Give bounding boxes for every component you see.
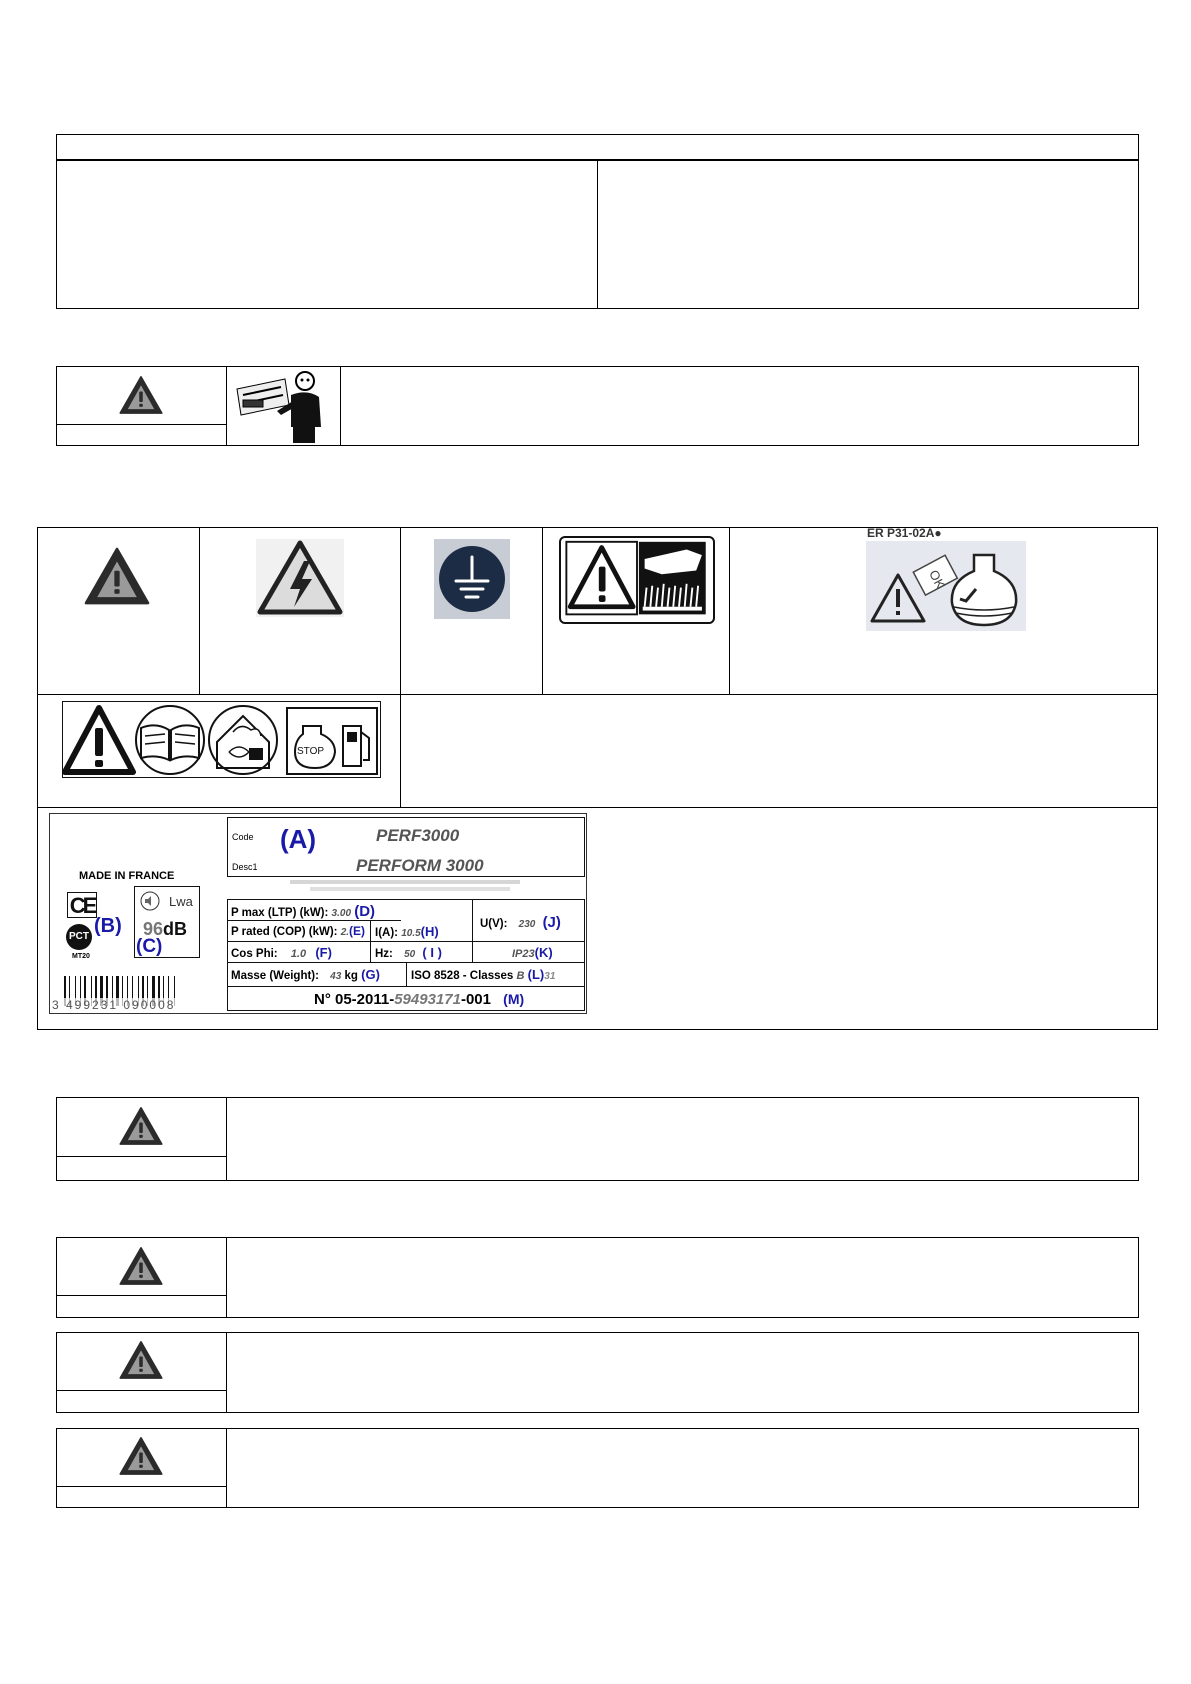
- warning-row: [56, 1332, 1139, 1413]
- oil-check-icon: [866, 541, 1026, 631]
- ia-value: 10.5: [401, 928, 421, 939]
- marker-g: (G): [361, 967, 380, 982]
- marker-h: (H): [420, 924, 439, 939]
- marker-a: (A): [280, 824, 317, 854]
- ia-label: I(A):: [375, 927, 398, 939]
- hot-surface-icon: [559, 536, 715, 624]
- masse-unit: kg: [344, 970, 358, 982]
- marker-d: (D): [354, 903, 376, 920]
- warning-label-rule: [57, 1156, 227, 1157]
- pct-mark: PCT: [66, 924, 92, 950]
- rating-plate: [49, 813, 587, 1014]
- prated-row: [231, 924, 365, 938]
- lwa-label: Lwa: [169, 894, 193, 909]
- masse-value: 43: [330, 971, 342, 982]
- masse-label: Masse (Weight):: [231, 970, 319, 982]
- spec-rule: [227, 941, 585, 942]
- masse-row: [231, 967, 380, 982]
- warning-icon-cell: [57, 1098, 227, 1180]
- hz-label: Hz:: [375, 948, 393, 960]
- ip-value: IP23: [512, 948, 535, 960]
- cosphi-value: 1.0: [290, 948, 307, 960]
- symbols-row-rule: [37, 807, 1158, 808]
- marker-b: (B): [94, 915, 122, 937]
- spec-col-rule: [370, 920, 371, 962]
- stop-label: STOP: [297, 746, 325, 757]
- pmax-row: [231, 903, 375, 920]
- uv-value: 230: [518, 919, 536, 930]
- speaker-icon: [140, 891, 160, 911]
- cosphi-label: Cos Phi:: [231, 948, 278, 960]
- spec-rule: [227, 920, 401, 921]
- barcode-number: 3 499231 090008: [52, 998, 176, 1012]
- safety-pictogram-strip: [62, 701, 381, 778]
- warning-label-rule: [57, 1486, 227, 1487]
- serial-suffix: -001: [460, 991, 491, 1008]
- code-label: Code: [232, 832, 254, 842]
- symbols-row-rule: [37, 694, 1158, 695]
- warning-icon: [119, 1340, 163, 1380]
- ip-row: [512, 945, 553, 960]
- iso-row: [411, 967, 555, 982]
- blurred-description-line: [310, 887, 510, 891]
- warning-icon-cell: [57, 1333, 227, 1412]
- symbols-divider: [729, 527, 730, 694]
- person-reading-label-icon: [227, 367, 341, 445]
- marker-i: ( I ): [422, 945, 442, 960]
- warning-icon: [119, 1246, 163, 1286]
- cosphi-row: [231, 945, 332, 960]
- hz-row: [375, 945, 442, 960]
- spec-col-rule: [406, 962, 407, 986]
- symbols-divider: [400, 527, 401, 807]
- warning-icon-cell: [57, 1429, 227, 1507]
- db-number: 96: [143, 919, 164, 939]
- marker-m: (M): [503, 991, 525, 1007]
- table-column-divider: [597, 160, 598, 309]
- spec-col-rule: [472, 899, 473, 962]
- made-in-label: MADE IN FRANCE: [79, 870, 175, 882]
- marker-l: (L): [527, 967, 545, 982]
- ia-row: [375, 924, 439, 939]
- warning-icon: [119, 1106, 163, 1146]
- uv-label: U(V):: [480, 918, 508, 930]
- warning-icon: [119, 375, 163, 415]
- serial-mid: 59493171: [394, 991, 461, 1008]
- warning-label-rule: [57, 1295, 227, 1296]
- marker-j: (J): [542, 914, 561, 931]
- warning-row-reading: [56, 366, 1139, 446]
- marker-e: (E): [349, 924, 366, 938]
- warning-icon-cell: [57, 367, 227, 445]
- warning-row: [56, 1428, 1139, 1508]
- warning-row: [56, 1237, 1139, 1318]
- warning-label-rule: [57, 424, 227, 425]
- iso-label: ISO 8528 - Classes: [411, 970, 514, 982]
- warning-row: [56, 1097, 1139, 1181]
- engine-tag-label: ER P31-02A●: [867, 526, 942, 540]
- mt20-label: MT20: [72, 953, 90, 960]
- spec-rule: [227, 986, 585, 987]
- oil-ok-label: OK: [926, 567, 949, 592]
- prated-value: 2.: [340, 927, 350, 938]
- serial-number-row: [314, 991, 524, 1008]
- blurred-description-line: [290, 880, 520, 884]
- electric-hazard-icon: [256, 539, 344, 617]
- warning-label-rule: [57, 1390, 227, 1391]
- marker-c: (C): [136, 936, 163, 957]
- warning-icon-cell: [57, 1238, 227, 1317]
- warning-icon: [119, 1436, 163, 1476]
- symbols-divider: [542, 527, 543, 694]
- symbols-divider: [199, 527, 200, 694]
- iso-suffix: 31: [544, 971, 556, 982]
- marker-k: (K): [534, 945, 553, 960]
- pmax-label: P max (LTP) (kW):: [231, 907, 329, 919]
- earth-ground-icon: [434, 539, 510, 619]
- desc-value: PERFORM 3000: [356, 856, 484, 875]
- db-unit: dB: [163, 919, 188, 939]
- iso-value: B: [516, 970, 525, 982]
- serial-prefix: N° 05-2011-: [314, 991, 395, 1008]
- marker-f: (F): [315, 945, 332, 960]
- general-warning-icon: [84, 547, 150, 605]
- prated-label: P rated (COP) (kW):: [231, 926, 338, 938]
- desc-label: Desc1: [232, 862, 258, 872]
- uv-row: [480, 914, 561, 931]
- ce-mark: CE: [67, 892, 97, 918]
- code-value: PERF3000: [376, 826, 460, 845]
- hz-value: 50: [404, 949, 416, 960]
- pmax-value: 3.00: [331, 908, 352, 919]
